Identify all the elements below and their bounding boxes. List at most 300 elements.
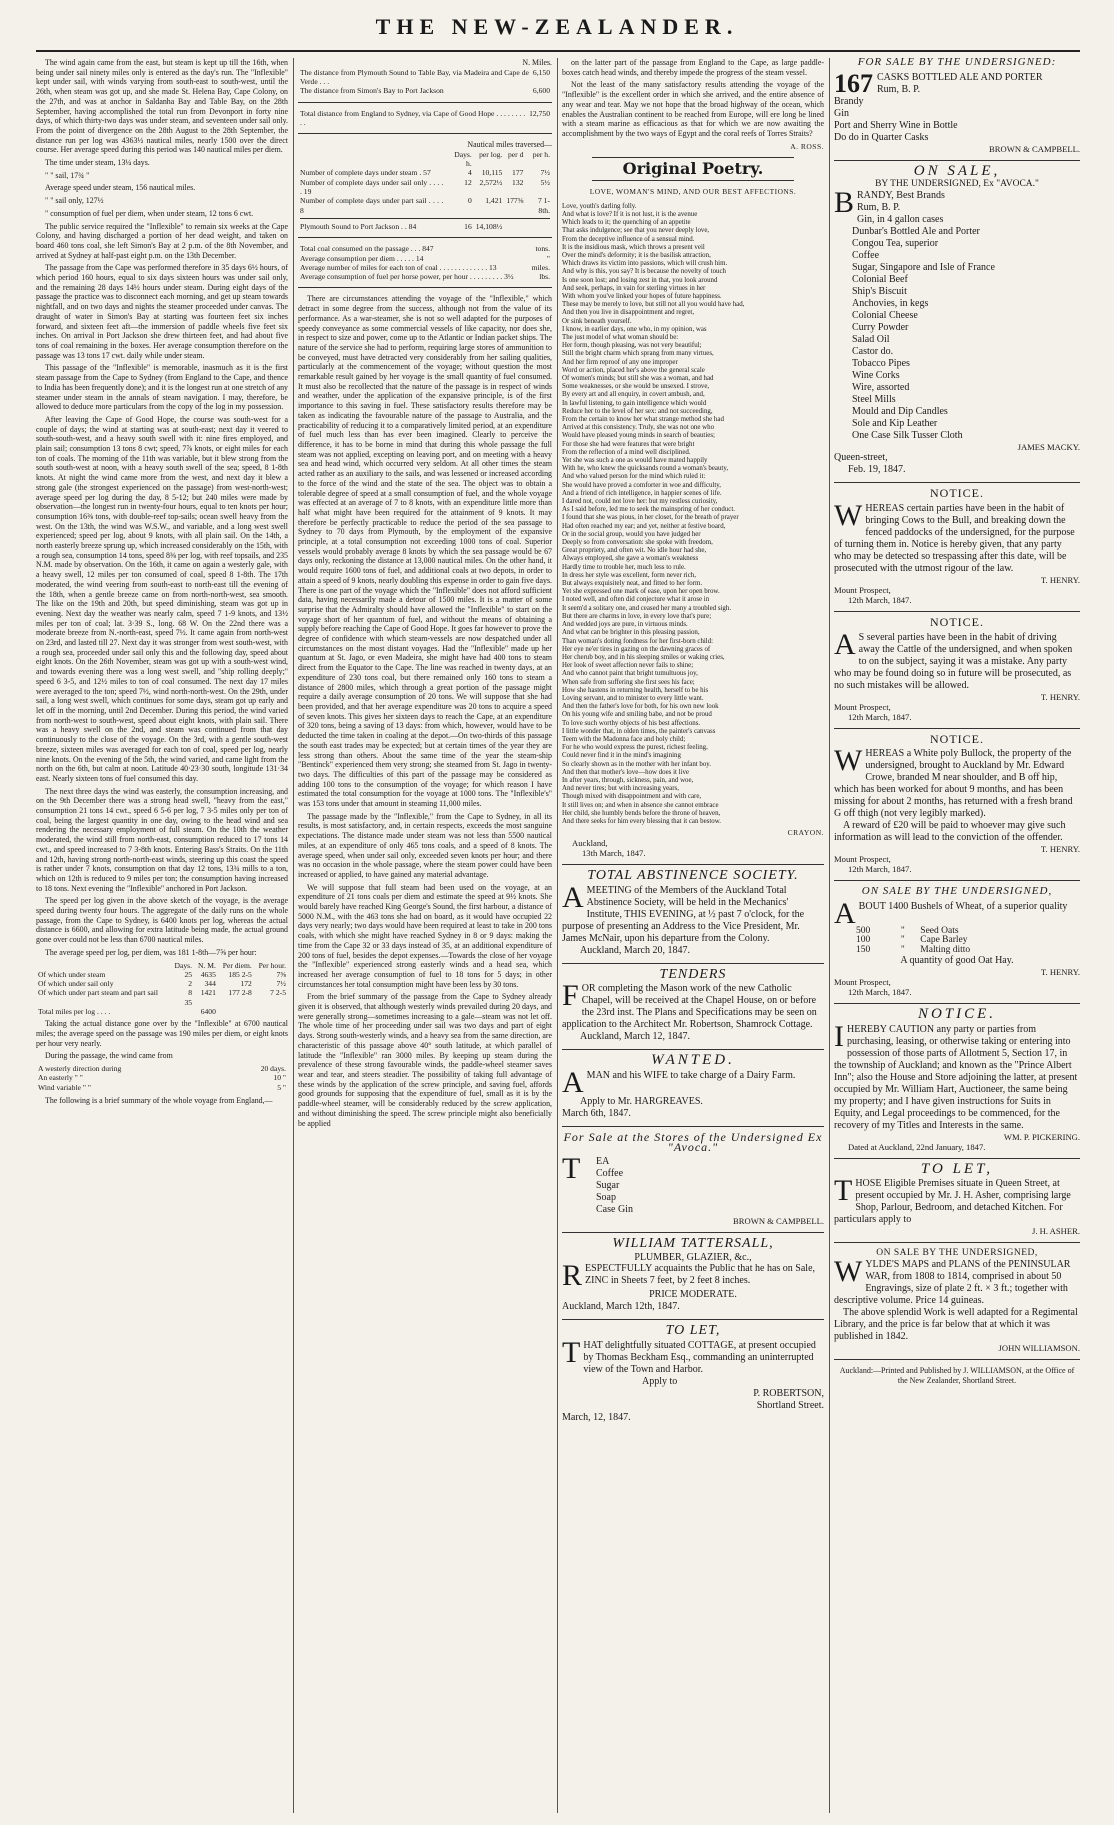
poem-place: Auckland, [572, 837, 608, 848]
sale-item: RANDY, Best Brands [857, 190, 945, 202]
ad-signature: T. HENRY. [1040, 574, 1080, 585]
poem-line: Her eye ne'er tires in gazing on the dawning graces of [562, 645, 711, 653]
column-rule [293, 58, 294, 1813]
table-row [298, 86, 552, 95]
ad-body: MEETING of the Members of the Auckland Total Abstinence Society, will be held in the Mechanics' Institute, THIS EVENING, at ½ past 7 o'clock, for the purpose of presenting an Address to the Vice President, Mr. James McNair, upon his departure from the Colony. [562, 884, 805, 944]
table-cell: " [546, 253, 550, 263]
divider [298, 102, 552, 103]
dropcap: B [834, 186, 855, 220]
dropcap: A [834, 896, 856, 930]
table-cell: " [900, 935, 905, 946]
table-row [298, 109, 552, 128]
poem-line: That asks indulgence; see that you never deeply love, [562, 227, 710, 235]
table-cell: 7½ [276, 979, 286, 989]
ad-signature: BROWN & CAMPBELL. [989, 143, 1080, 154]
article-paragraph: " " sail only, 127½ [45, 196, 104, 206]
divider [834, 482, 1080, 483]
poem-line: Her child, she humbly bends before the throne of heaven, [562, 809, 721, 817]
divider [834, 1359, 1080, 1360]
table-cell: 177 [512, 168, 524, 178]
poem-line: It seem'd a solitary one, and ceased her many a troubled sigh. [562, 604, 732, 612]
table-row [36, 1064, 288, 1073]
table-cell: 16 [464, 221, 472, 231]
ad-notice-cattle [834, 627, 1080, 722]
poem-date: 13th March, 1847. [582, 847, 646, 858]
article-paragraph: Average speed under steam, 156 nautical miles. [45, 183, 196, 193]
dropcap: W [834, 498, 863, 532]
table-cell: A westerly direction during [38, 1064, 122, 1074]
poem-line: And what is love? If it is not lust, it is the avenue [562, 210, 698, 218]
divider [298, 237, 552, 238]
poem-line: And there seeks for him every blessing that it can bestow. [562, 817, 721, 825]
divider [562, 1232, 824, 1233]
table-cell: Of which under sail only [38, 979, 114, 989]
article-paragraph: " consumption of fuel per diem, when under steam, 12 tons 6 cwt. [45, 208, 254, 218]
summary-lead: The following is a brief summary of the whole voyage from England,— [45, 1096, 273, 1106]
table-cell: 6,600 [532, 86, 550, 96]
sale-item: CASKS BOTTLED ALE AND PORTER [877, 71, 1043, 83]
sale-item: Congou Tea, superior [852, 238, 939, 250]
top-rule [36, 50, 1080, 52]
table-cell: 6,150 [532, 67, 550, 77]
article-paragraph: The wind again came from the east, but steam is kept up till the 16th, when being under sail ninety miles only is entered as the day's run. The "Inflexible" kept under sail, with winds varying from south-east to south-west, until the 26th, when steam was got up, and she made St. Helena Bay, Cape Colony, on the 27th, and was at anchor in Saldanha Bay and Table Bay, on the 28th September, having accomplished the total run from Devonport in forty nine days, of which thirty-two days was under steam, and seventeen under sail only. From the point of divergence on the 28th August to the 28th September, the distance run per log was 4363½ nautical miles, nearly 1500 over the direct course. Her average speed during this period was 140 nautical miles per diem. [36, 58, 288, 155]
column-3 [562, 58, 824, 1818]
poem-line: The just model of what woman should be: [562, 333, 679, 341]
poem-signature: CRAYON. [787, 828, 824, 838]
divider [834, 1158, 1080, 1159]
fuel-table [298, 244, 552, 281]
table-cell: Total miles per log . . . . [38, 1007, 111, 1017]
divider [834, 611, 1080, 612]
table-header: N. M. [197, 960, 216, 970]
article-paragraph: After leaving the Cape of Good Hope, the course was south-west for a couple of days; the wind at starting was at south-east; next day it veered to south-south-west, and a heavy south swell with it: nine fires employed, and plain sail; consumption 13 tons 8 cwt; speed, 7⅞ knots, or eight miles for each ton of coals. The morning of the 11th was variable, but it blew strong from the south south-west at noon, with a heavy south swell of the sea; speed, 8 1-8th knots. At night the wind came more from the west, and next day it blew a strong gale (the strongest experienced on the passage) from west-north-west; average speed per log during the day, 8 5-12; but 240 miles were made by observation—the longest run in twenty-four hours, equal to ten knots per hour; consumption 16⅜ tons, with double-reef top-sails; ocean swell heavy from the west. On the 13th, the wind was W.S.W., and variable, and a long west swell experienced; speed per log, about 9 knots, with all plain sail. On the 14th, a north easterly breeze sprung up, which increased considerably on the 15th, with a rough sea, consumption 14 tons, speed 8⅜ per log, with reef topsails, and 235 N.M. made by observation. On the 16th, it came on again a westerly gale, with a heavy swell, 12 miles per ton consumed of coal, speed 8 1-8th. The 17th moderated, the wind veering from south-east to north-east till the evening of the 18th, when a gentle breeze came on from north-north-west, sea smooth. The like on the 19th and 20th, but speed diminishing, steam was got up in evening. Next day the weather was nearly calm, speed 7 1-9 knots, and 13½ miles per ton of coal; lat. 3·39 S., long. 68 W. On the 22nd there was a moderate breeze from N.-north-east, speed 7½. It came again from north-west on 23rd, and lasted till 27. Next day it was stronger from west south-west, with a rough sea, proceeded under sail only this and the following day, speed about eight knots. On the 26th November, steam was got up with a south-west wind, and towards evening there was a long west swell, and "ship rolling deeply;" speed 6 3-5, and 12½ miles to ton of coal consumed. The next day 17 miles were averaged to the ton; speed 7½, wind north-north-west. On the 29th, under sail, a long west swell, which continues for some days, steam got up early and let off in the morning, until 2nd December. During this period, the wind varied from north-west to south-west, speed about eight knots, with plain sail. There was a heavy swell on the 2nd, and steam was continued from that day continuously to the close of the voyage. On the 3rd, with a gentle south-west breeze, sixteen miles was averaged for each ton of coal, speed per log, nearly nine knots. On the evening of the 5th, the wind varied, and came light from the north on the 6th, but calm at noon. Latitude 40·23·30 south, longitude 131·34 east. Nearly sixteen tons of fuel consumed this day. [36, 414, 288, 783]
divider [562, 1126, 824, 1127]
sale-item: Colonial Beef [852, 274, 908, 286]
ad-tattersall [562, 1259, 824, 1313]
ad-date: 12th March, 1847. [848, 986, 912, 997]
table-header [298, 150, 445, 169]
ad-body: MAN and his WIFE to take charge of a Dairy Farm. [586, 1069, 796, 1081]
table-cell [36, 998, 171, 1007]
table-cell: Malting ditto [920, 944, 971, 955]
ad-apply: Apply to Mr. HARGREAVES. [580, 1095, 703, 1107]
ad-body: HEREAS certain parties have been in the habit of bringing Cows to the Bull, and breaking down the fenced paddocks of the undersigned, for the purpose of turning them in. Notice is hereby given, that any party who may be detected so trespassing after this date, will be prosecuted with the utmost rigour of the law. [834, 502, 1075, 574]
table-row [298, 222, 552, 231]
table-cell: 5½ [540, 177, 550, 187]
poem-line: From the reflection of a mind well disciplined. [562, 448, 691, 456]
poem-line: From the certain to know her what strange method she had [562, 416, 724, 424]
ad-heading-tattersall: WILLIAM TATTERSALL, [612, 1236, 774, 1252]
sale-item: Sole and Kip Leather [852, 418, 938, 430]
article-paragraph: This passage of the "Inflexible" is memorable, inasmuch as it is the first steam passage from the Cape to Sydney (from England to the Cape, and thence to India has been frequently done); and it is the longest run at one stretch of any steamer under steam in the annals of steam navigation. I may, therefore, be allowed to deduce more particulars from the copy of the log in my possession. [36, 363, 288, 412]
poem-line: Over the mind's deformity; it is the basilisk attraction, [562, 251, 711, 259]
table-row [298, 178, 552, 197]
table-row [36, 979, 288, 988]
ad-body: OR completing the Mason work of the new Catholic Chapel, will be received at the Chapel House, on or before the 23rd inst. The Plans and Specifications may be seen on application to the Architect Mr. Robertson, Shamrock Cottage. [562, 983, 817, 1031]
table-cell [171, 1007, 194, 1016]
table-cell: 10 " [273, 1073, 286, 1083]
table-cell: 4 [467, 168, 472, 178]
ad-heading-notice-4: NOTICE. [917, 1005, 997, 1022]
table-cell: 2,572½ [479, 177, 503, 187]
ad-date: 12th March, 1847. [848, 711, 912, 722]
ad-body: S several parties have been in the habit of driving away the Cattle of the undersigned, and when spoken to on the subject, saying it was a mistake. Any party who may be found doing so in future will be prosecuted, as no such mistakes will be allowed. [834, 631, 1073, 691]
ad-heading-premises: TO LET, [920, 1160, 994, 1177]
table-cell: 5 " [277, 1082, 286, 1092]
table-row [36, 1073, 288, 1082]
table-header: per h. [532, 149, 550, 159]
poem-line: Had often reached my ear; and yet, neither at festive board, [562, 522, 726, 530]
table-cell: 7 1-8th. [537, 196, 550, 215]
poem-line: I little wonder that, in olden times, the painter's canvass [562, 727, 716, 735]
poem-line: In dress her style was excellent, form never rich, [562, 571, 696, 579]
ad-caution [834, 1019, 1080, 1152]
table-cell: 500 [856, 925, 871, 936]
speed-table [36, 961, 288, 1017]
table-cell: 185 2-5 [228, 969, 252, 979]
divider [562, 1319, 824, 1320]
table-cell [218, 998, 254, 1007]
poem-line: These may be merely to love, but still not all you would have had, [562, 301, 745, 309]
ad-body: HAT delightfully situated COTTAGE, at present occupied by Thomas Beckham Esq., commanding an uninterrupted view of the Town and Harbor. [583, 1339, 816, 1375]
poetry-heading: Original Poetry. [622, 159, 764, 179]
table-cell: Of which under steam [38, 969, 106, 979]
dropcap: I [834, 1019, 844, 1053]
poem-line: I know, in earlier days, one who, in my opinion, was [562, 325, 707, 333]
table-cell: 12,750 [529, 108, 550, 118]
table-cell: Average consumption of fuel per horse power, per hour . . . . . . . . . 3½ [300, 272, 514, 282]
article-paragraph: Taking the actual distance gone over by the "Inflexible" at 6700 nautical miles; the average speed on the passage was 190 miles per diem, or eight knots per hour very nearly. [36, 1019, 288, 1048]
dropcap: T [562, 1152, 581, 1186]
poem-line: Arrived at this consistency. Truly, she was not one who [562, 424, 715, 432]
poem-line: And why is this, you say? It is because the novelty of touch [562, 268, 727, 276]
ad-body: YLDE'S MAPS and PLANS of the PENINSULAR WAR, from 1808 to 1814, comprised in about 50 Engravings, size of plate 2 ft. × 3 ft.; together with descriptive volume. Price 14 guineas. [834, 1258, 1071, 1306]
poem-title: LOVE, WOMAN'S MIND, AND OUR BEST AFFECTIONS. [589, 187, 797, 197]
ad-heading-bc-sale: FOR SALE BY THE UNDERSIGNED: [857, 58, 1057, 68]
ad-notice-bullock [834, 744, 1080, 875]
table-cell: " [900, 925, 905, 936]
table-row [854, 946, 1051, 955]
ad-date: Dated at Auckland, 22nd January, 1847. [848, 1141, 986, 1152]
poem-line: Always employed, she gave a woman's weakness [562, 555, 699, 563]
ad-address: Shortland Street. [756, 1399, 824, 1411]
article-paragraph: The average speed per log, per diem, was 181 1-8th—7⅝ per hour: [45, 947, 257, 957]
poem-line: With whom you've linked your hopes of future happiness. [562, 292, 722, 300]
poem-line: And then the father's love for both, for his own new look [562, 703, 719, 711]
table-row [298, 254, 552, 263]
sale-item: Wine Corks [852, 370, 900, 382]
ad-date: 12th March, 1847. [848, 864, 912, 875]
sale-item: Mould and Dip Candles [852, 406, 948, 418]
divider [562, 963, 824, 964]
article-paragraph: There are circumstances attending the voyage of the "Inflexible," which detract in some degree from the success, although not from the value of its performance. As a war-steamer, she is not so well adapted for the purposes of speedy conveyance as some commercial vessels of like capacity, nor does she, in respect to size and power, come up to the Atlantic or Indian packet ships. The nature of the service she had to perform, requiring large stores of ammunition to be conveyed, must have detracted very considerably from her sailing qualities, particularly at the commencement of the voyage; without question the most remarkable result gained by her voyage is the small quantity of fuel consumed. It must also be recollected that the nature of the passage is in respect of winds and weather, under the application of the expansive principle, is of the first importance to this saving in fuel. These satisfactory results therefore may be taken as indicating the favourable nature of the passage to Australia, and the practicability of reducing it to a comparatively limited period, at an expenditure of fuel much less than has ever been imagined. Clearly to perceive the difference, it has to be borne in mind that during this whole passage the full steam was not applied, excepting on leaving port, and on meeting with a heavy sea and head wind, which occurred very seldom. At all other times the steam acted rather as an auxiliary to the sails, and was lessened or increased according to the force of the wind and the state of the sea. The object was to obtain a tolerable degree of speed at a small consumption of fuel, and the whole voyage was effected at an average of 7 to 8 knots, with an expenditure little more than half what might have been required for the attainment of 9 knots. It may therefore be perfectly practicable to reduce the period of the sea passage to Sydney to 70 days from Plymouth, by the employment of the expansive principle, at a total consumption not exceeding 1000 tons of coal. Superior vessels would probably average 8 knots by which the sea passage would be 67 days only, reckoning the distance at 13,000 nautical miles. On the other hand, it would require 1600 tons of fuel, and additional coals at two depots, in order to attain a speed of 9 knots, nearly doubling this expense in order to gain five days. There is one part of the voyage which the "Inflexible" does not afford sufficient data, having necessarily made a detour of 1500 miles. It is a matter of some surprise that the Admiralty should have allowed the "Inflexible" to start on the voyage short of her quantum of fuel, and without the means of obtaining a supply before reaching the Cape of Good Hope. It goes far however to prove the degree of confidence with which steam-vessels are now despatched under all circumstances on the most distant voyages. Had the "Inflexible" made up her quantum at St. Jago, or even Madeira, she might have had 400 tons to steam direct from the Equator to the Cape. The line was reached in twenty days, at an expenditure of 230 tons coal, but there remained only 160 tons to steam a distance of 2800 miles, which through a great portion of the passage might require a daily average consumption of 20 tons. We will suppose that she had been provided, and that her average expenditure was 20 tons to acquire a speed of seven knots. This gives her sixteen days to reach the Cape, at an expenditure of 320 tons, being a saving of 13 days: from which, however, would have to be deducted the time taken in coaling at the depot.—On two-thirds of this passage the south east trades may be expected; but at certain times of the year they are less strong than others. About the same time of the year the steam-ship "Bentinck" experienced them very strong; she steamed from St. Jago in twenty-two days. The difficulties of this part of the passage may be considered as adding 100 tons to the consumption of the voyage; for which reason I have estimated the total consumption for the voyage at 1000 tons. The "Inflexible's" was 153 tons under that amount in steaming 11,000 miles. [298, 294, 552, 809]
table-cell: Number of complete days under steam . 57 [300, 168, 431, 178]
ad-date: Feb. 19, 1847. [848, 464, 906, 476]
table-header: per d [508, 149, 524, 159]
poem-line: Hardly time to trouble her, much less to rule. [562, 563, 686, 571]
ad-heading-notice-2: NOTICE. [930, 614, 984, 629]
table-cell: Cape Barley [920, 935, 968, 946]
sale-item: Rum, B. P. [857, 202, 901, 214]
table-cell: Number of complete days under sail only . . . . . 19 [300, 177, 444, 197]
poem-line: Her form, though pleasing, was not very beautiful; [562, 342, 702, 350]
table-cell: Average number of miles for each ton of coal . . . . . . . . . . . . . 13 [300, 262, 497, 272]
traversed-heading: Nautical miles traversed— [467, 140, 552, 150]
table-cell: 1421 [200, 988, 216, 998]
table-cell: 150 [856, 944, 871, 955]
table-cell: 177 2-8 [228, 988, 252, 998]
poem-line: Her look of sweet affection never fails to shine; [562, 662, 694, 670]
sale-item: Salad Oil [852, 334, 890, 346]
ad-date: March 6th, 1847. [562, 1107, 631, 1119]
sale-item: Gin [834, 107, 849, 119]
dropcap: W [834, 744, 863, 778]
divider [834, 1003, 1080, 1004]
table-cell: lbs. [539, 272, 550, 282]
table-cell: 12 [464, 177, 472, 187]
voyage-commentary [298, 294, 552, 1128]
article-paragraph: We will suppose that full steam had been used on the voyage, at an expenditure of 21 tons coals per diem and estimate the speed at 9½ knots. She would barely have reached King George's Sound, the first harbour, a distance of 5000 N.M., with the 463 tons she had on board, as it would have occupied 22 days very nearly; two days would have been required at least to take in 200 tons coals, with which she might have reached Sydney in 8 or 9 days: making the time from the Cape 32 or 33 days instead of 35, at an additional expenditure of 200 tons of fuel, besides the depot expenses.—Towards the close of her voyage the "Inflexible" experienced strong easterly winds and a head sea, which increased her average consumption of fuel to 18 tons for 5 days; in other circumstances her total consumption might have been less by 30 tons. [298, 882, 552, 989]
table-cell: 4635 [200, 969, 216, 979]
sale-item: Tobacco Pipes [852, 358, 910, 370]
table-row [298, 272, 552, 281]
table-row [298, 244, 552, 253]
poem-line: In lawful listening, to gain intelligence which would [562, 399, 707, 407]
poem-line: Of women's minds; but still she was a woman, and had [562, 375, 714, 382]
divider [562, 1049, 824, 1050]
sale-item: Soap [596, 1192, 616, 1204]
poem-line: I noted well, and often did conjecture what it arose in [562, 596, 710, 604]
sale-item: EA [596, 1156, 610, 1168]
table-header: Days. h. [454, 149, 472, 169]
table-cell: Total coal consumed on the passage . . . 847 [300, 244, 434, 254]
dropcap: F [562, 979, 579, 1013]
table-header: per log. [479, 149, 503, 159]
poem-line: Which leads to it; the quenching of an appetite [562, 219, 691, 227]
dropcap: T [834, 1174, 853, 1208]
poem-line: But always exquisitely neat, and fitted to her form. [562, 580, 703, 588]
ad-date: Auckland, March 12, 1847. [580, 1031, 690, 1043]
column-2 [298, 58, 552, 1818]
poem-line: She would have proved a comforter in woe and difficulty, [562, 481, 722, 489]
dropcap: A [562, 880, 584, 914]
dropcap: W [834, 1254, 863, 1288]
poem-line: Her cherub boy, and in his sleeping smiles or waking cries, [562, 653, 725, 661]
poem-line: I found that she was pious, in her closet, for the breath of prayer [562, 514, 739, 522]
table-cell: Average consumption per diem . . . . . 14 [300, 253, 424, 263]
ad-wyld-maps [834, 1254, 1080, 1353]
ad-heading-notice-1: NOTICE. [930, 486, 984, 501]
poem-line: Some weaknesses, or she would be unsexed. I strove, [562, 383, 710, 391]
voyage-article [36, 58, 288, 958]
article-paragraph: From the brief summary of the passage from the Cape to Sydney already given it is observed, that although westerly winds prevailed during 20 days, and were generally strong—sometimes increasing to a gale—steam was not let off. The whole time of her proceeding under sail was two days and part of eight days. Strong south-westerly winds, and a heavy sea from the same direction, are characteristic of this passage above 40° south latitude, at which parallel of latitude the "Inflexible" ran 3000 miles. By keeping up steam during the prevalence of these strong favourable winds, the paddle-wheel steamer saves wear and tear, and steers steadier. The possibility of taking full advantage of these winds by the application of the screw principle, and saving fuel, affords good grounds for supposing that the expenditure of fuel, small as it is by the paddle-wheel steamer, will be considerably reduced by the screw application, and without diminishing the speed. The screw principle might also beneficially be applied [298, 992, 552, 1128]
table-cell: The distance from Plymouth Sound to Table Bay, via Madeira and Cape de Verde . . . [300, 67, 529, 86]
table-cell [504, 222, 525, 231]
ad-wheat [834, 896, 1080, 997]
poem-line: Than woman's doting fondness for her first-born child: [562, 637, 714, 645]
ad-heading-wheat: ON SALE BY THE UNDERSIGNED, [861, 885, 1053, 898]
poem-line: I dared not, could not love her: but my restless curiosity, [562, 498, 718, 506]
poem-line: To love such worthy objects of his best affections. [562, 719, 701, 727]
article-paragraph: The public service required the "Inflexible" to remain six weeks at the Cape Colony, and having discharged a portion of her dead weight, and taken on board 460 tons coal, she left Simon's Bay at 2 p.m. of the 8th November, and arrived at Sydney at half-past eight p.m. on the 13th December. [36, 221, 288, 260]
poem-line: How she hastens in returning health, herself to be his [562, 686, 709, 694]
poem-line: By every art and all enquiry, in covert ambush, and, [562, 391, 705, 399]
poem-line: Deeply so from conversation: she spoke with freedom, [562, 539, 713, 547]
article-paragraph: The next three days the wind was easterly, the consumption increasing, and on the 9th December there was a strong head swell, "heavy from the east," consumption 21 tons 14 cwt., speed 6 5-6 per log, 7 3-5 miles only per ton of coal, being the largest quantity in one day, owing to the head wind and sea rendering the necessary employment of full steam. On the 10th the weather moderated, the wind still from north-east, consumption reduced to 17 tons 14 cwt., and speed increased to 7 3-8th knots. Entering Bass's Straits. On the 11th and 12th, having strong north-north-east winds, steering up this coast the speed is rather under 7 knots, consumption on that day 12 tons, 13¾ mills to a ton, which on 12th is reduced to 9 miles per ton; the consumption having increased to 18 tons. Next evening the "Inflexible" anchored in Port Jackson. [36, 786, 288, 893]
poem-line: When safe from suffering she first sees his face; [562, 678, 695, 686]
ad-wanted [562, 1065, 824, 1120]
dropcap: A [834, 627, 856, 661]
table-cell [254, 998, 288, 1007]
table-cell: Number of complete days under part sail . . . . 8 [300, 196, 444, 215]
ad-place: Mount Prospect, [834, 584, 891, 595]
divider [562, 864, 824, 865]
table-row [36, 1083, 288, 1092]
ad-price: PRICE MODERATE. [649, 1289, 737, 1301]
table-cell: 344 [204, 979, 216, 989]
poem-line: In after years, through, sickness, pain, and woe, [562, 776, 694, 784]
poem-line: And then you live in disappointment and regret, [562, 309, 695, 317]
poem-line: And who valued person for the mind which ruled it: [562, 473, 706, 481]
ad-signature: JOHN WILLIAMSON. [998, 1342, 1080, 1353]
poem-line: From the deceptive influence of a sensual mind. [562, 235, 695, 243]
article-paragraph: The passage made by the "Inflexible," from the Cape to Sydney, in all its results, is most satisfactory, and, in certain respects, exceeds the most sanguine expectations. The distance made under steam was not less than 5500 nautical miles, at an expenditure of only 465 tons coals, and a speed of 8 knots. The average speed, when under sail only, exceeded seven knots per hour; and there was no occasion in the whole passage, where the steam power could have been increased or applied, to have gained any material advantage. [298, 811, 552, 879]
ad-body: HEREAS a White poly Bullock, the property of the undersigned, brought to Auckland by Mr. Edward Crowe, branded M near shoulder, and B off hip, which has been worked for about 9 months, and has been missing for about 2 months, has returned with a fresh brand G off thigh (not very legibly marked). [834, 748, 1073, 820]
ad-place: Mount Prospect, [834, 854, 891, 865]
ad-reward: A reward of £20 will be paid to whoever may give such information as will lead to the conviction of the offender. [834, 820, 1066, 844]
ad-signature: JAMES MACKY. [1017, 442, 1080, 453]
poem-line: Word or action, placed her's above the general scale [562, 366, 705, 374]
ad-heading-avoca-sale: For Sale at the Stores of the Undersigned Ex "Avoca." [563, 1129, 823, 1154]
table-cell: 172 [240, 979, 252, 989]
table-cell: 0 [467, 196, 472, 206]
table-cell [194, 998, 218, 1007]
table-cell: miles. [531, 262, 550, 272]
poem-line: Or sink beneath yourself. [562, 317, 632, 325]
poem-line: Still the bright charm which sprang from many virtues, [562, 350, 714, 358]
divider [592, 180, 794, 181]
quantity-number: 167 [834, 68, 873, 98]
table-row [36, 1007, 288, 1016]
poem-line: And then that mother's love—how does it live [562, 768, 689, 776]
log-summary-table [298, 150, 552, 231]
sale-item: Dunbar's Bottled Ale and Porter [852, 226, 980, 238]
divider [592, 157, 794, 158]
table-cell: tons. [535, 244, 550, 254]
table-cell [525, 222, 552, 231]
poem-line: Teem with the Madonna face and holy child; [562, 735, 686, 743]
table-row [36, 998, 288, 1007]
ad-place: Queen-street, [834, 452, 888, 464]
ad-subheading: PLUMBER, GLAZIER, &c., [634, 1252, 752, 1264]
table-cell: The distance from Simon's Bay to Port Jackson [300, 86, 444, 96]
article-paragraph: on the latter part of the passage from England to the Cape, as large paddle-boxes catch head winds, and thereby impede the progress of the steam vessel. [562, 58, 824, 77]
poem-line: And never tires; but with increasing years, [562, 785, 679, 793]
poem-line: And her firm reproof of any one improper [562, 358, 678, 366]
article-paragraph: " " sail, 17¾ " [45, 170, 90, 180]
sale-item: Sugar [596, 1180, 620, 1192]
ad-date: Auckland, March 20, 1847. [580, 944, 690, 956]
table-cell: 25 [184, 969, 193, 979]
table-row [298, 196, 552, 215]
ad-subheading: BY THE UNDERSIGNED, Ex "AVOCA." [875, 179, 1039, 190]
masthead: THE NEW-ZEALANDER. [375, 14, 739, 39]
ad-heading-to-let: TO LET, [665, 1323, 721, 1339]
table-header: Days. [174, 960, 193, 970]
divider [834, 1242, 1080, 1243]
sale-item: Colonial Cheese [852, 310, 918, 322]
divider [298, 133, 552, 134]
poem-line: So clearly shown as in the mother with her infant boy. [562, 760, 712, 768]
ad-avoca-goods [834, 186, 1080, 476]
article-paragraph: The passage from the Cape was performed therefore in 35 days 6½ hours, of which period 160 hours, equal to six days sixteen hours was under sail only, and the remaining 28 days 14½ hours under steam. During eight days of the passage the practice was to disconnect each morning, and get up steam towards nightfall, and on two days and nights the steamer proceeded under canvas. The draught of water in Simon's Bay at starting was fourteen feet six inches forward, and sixteen feet aft—the immersion of paddle wheels five feet six inches. On arrival in Port Jackson she drew thirteen feet, and had about five tons of coal remaining in the boxes. Her average consumption therefore on the passage was 13 tons 17 cwt. daily while under steam. [36, 263, 288, 360]
ad-date: March, 12, 1847. [562, 1411, 631, 1423]
divider [834, 880, 1080, 881]
ad-place: Mount Prospect, [834, 701, 891, 712]
table-header [36, 961, 171, 970]
miles-heading: N. Miles. [522, 58, 552, 67]
ad-date: 12th March, 1847. [848, 594, 912, 605]
table-cell [218, 1007, 254, 1016]
poem-line: Reduce her to the level of her sex: and not succeeding, [562, 407, 713, 415]
poem-line: It still lives on; and when in absence she cannot embrace [562, 801, 719, 809]
table-cell: Seed Oats [920, 925, 959, 936]
poem-line: As I said before, led me to seek the mainspring of her conduct. [562, 506, 735, 514]
poem-line: It is the insidious mask, which throws a present veil [562, 243, 705, 251]
ad-body: HOSE Eligible Premises situate in Queen Street, at present occupied by Mr. J. H. Asher, comprising large Shop, Parlour, Bedroom, and detached Kitchen. For particulars apply to [834, 1178, 1071, 1226]
poem-line: Though mixed with disappointment and with care, [562, 793, 702, 801]
ad-tenders [562, 979, 824, 1043]
table-cell: 14,108½ [475, 221, 503, 231]
ad-body: HEREBY CAUTION any party or parties from purchasing, leasing, or otherwise taking or entering into possession of those parts of Allotment 5, Section 17, in the township of Auckland; and known as the "Prince Albert Inn"; also the House and Store adjoining the latter, at present occupied by Mr. William Hart, Auctioneer, the same being my property; and I have given instructions for Suits in Equity, and Legal proceedings to be commenced, for the recovery of my Titles and Interests in the same. [834, 1023, 1078, 1131]
voyage-article-cont [36, 1019, 288, 1061]
table-cell: 177⅝ [506, 196, 524, 206]
table-header: Per diem. [222, 960, 252, 970]
table-cell: 7⅝ [276, 969, 286, 979]
table-header: Per hour. [258, 960, 286, 970]
ad-body: BOUT 1400 Bushels of Wheat, of a superior quality [858, 900, 1068, 912]
poem-line: Would have pleased young minds in search of beauties; [562, 432, 715, 440]
sale-item: Anchovies, in kegs [852, 298, 929, 310]
poem-line: For he who would express the purest, richest feeling, [562, 744, 708, 752]
table-cell: An easterly " " [38, 1073, 83, 1083]
column-1 [36, 58, 288, 1818]
poem-line: Great propriety, and often wit. No idle hour had she, [562, 547, 707, 555]
ad-heading-notice-3: NOTICE. [930, 731, 984, 746]
poem-line: Which draws its victim into passions, which will crush him. [562, 260, 728, 268]
column-4 [834, 58, 1080, 1818]
dropcap: R [562, 1259, 583, 1293]
table-cell: Wind variable " " [38, 1082, 91, 1092]
column-rule [557, 58, 558, 1813]
ad-body: ESPECTFULLY acquaints the Public that he has on Sale, ZINC in Sheets 7 feet, by 2 feet 8 inches. [585, 1263, 816, 1287]
imprint: Auckland:—Printed and Published by J. WILLIAMSON, at the Office of the New Zealander, Shortland Street. [839, 1365, 1075, 1385]
poem-line: Is one soon lost; and losing zest in that, you look around [562, 276, 718, 284]
sale-item: Brandy [834, 95, 864, 107]
table-cell: 8 [188, 988, 193, 998]
table-row [298, 168, 552, 177]
table-cell: 10,115 [481, 168, 503, 178]
divider-row [298, 215, 552, 222]
ad-notice-cows [834, 498, 1080, 605]
sale-item: Port and Sherry Wine in Bottle [834, 119, 958, 131]
poem-line: Could never find it in the mind's imagining [562, 752, 681, 760]
poem-line: And a friend of rich intelligence, in happier scenes of life. [562, 489, 722, 497]
article-paragraph: During the passage, the wind came from [45, 1051, 173, 1061]
article-paragraph: Not the least of the many satisfactory results attending the voyage of the "Inflexible" is the excellent order in which she arrived, and the entire absence of any wear and tear. May we not hope that the broad highway of the ocean, which enables the Australian continent to be reached from Europe, will ere long be lined with a steam marine as efficacious as that for which we are now awaiting the accomplishment by the two ways of Egypt and the coral reefs of Torres Straits? [562, 80, 824, 138]
table-cell: 100 [856, 935, 871, 946]
ad-hay: A quantity of good Oat Hay. [900, 954, 1014, 966]
